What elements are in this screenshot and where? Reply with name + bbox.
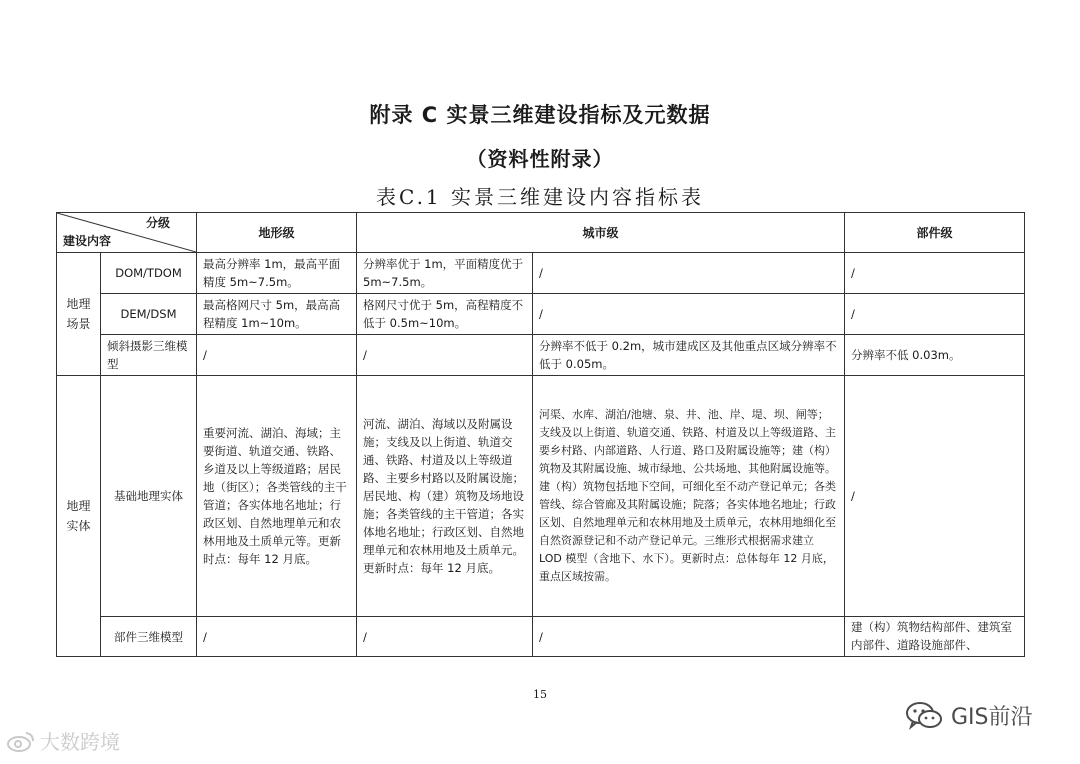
weibo-icon (6, 729, 36, 753)
cell-terrain: / (197, 617, 357, 657)
wechat-icon (905, 701, 943, 731)
cell-terrain: / (197, 335, 357, 376)
indicator-table (56, 212, 1025, 657)
table-row (57, 294, 1025, 335)
cell-terrain: 最高分辨率 1m，最高平面精度 5m~7.5m。 (197, 253, 357, 294)
cell-component: / (845, 253, 1025, 294)
cell-city: 分辨率优于 1m，平面精度优于 5m~7.5m。 (357, 253, 533, 294)
row-name-basic-entity: 基础地理实体 (101, 376, 197, 617)
cell-component: / (845, 294, 1025, 335)
category-cell-entity: 地理实体 (57, 376, 101, 657)
col-header-terrain: 地形级 (197, 213, 357, 253)
cell-city-level: / (533, 617, 845, 657)
table-row (57, 617, 1025, 657)
cell-terrain: 重要河流、湖泊、海域；主要街道、轨道交通、铁路、乡道及以上等级道路；居民地（街区）；各类管线的主干管道；各实体地名地址；行政区划、自然地理单元和农林用地及土质单元等。更新时点：每年 12 月底。 (197, 376, 357, 617)
cell-component: / (845, 376, 1025, 617)
appendix-subtitle: （资料性附录） (466, 147, 614, 171)
cell-city: 河流、湖泊、海域以及附属设施；支线及以上街道、轨道交通、铁路、村道及以上等级道路、主要乡村路以及附属设施；居民地、构（建）筑物及场地设施；各类管线的主干管道；各实体地名地址；行政区划、自然地理单元和农林用地及土质单元。更新时点：每年 12 月底。 (357, 376, 533, 617)
row-name-part-model: 部件三维模型 (101, 617, 197, 657)
corner-label-content: 建设内容 (63, 234, 112, 248)
corner-label-level: 分级 (145, 216, 170, 230)
table-row (57, 335, 1025, 376)
cell-component: 分辨率不低 0.03m。 (845, 335, 1025, 376)
page-number: 15 (533, 688, 547, 701)
cell-city-level: 分辨率不低于 0.2m，城市建成区及其他重点区域分辨率不低于 0.05m。 (533, 335, 845, 376)
corner-header-cell (57, 213, 197, 253)
table-row (57, 376, 1025, 617)
row-name-oblique: 倾斜摄影三维模型 (101, 335, 197, 376)
cell-city: / (357, 335, 533, 376)
row-name-dom: DOM/TDOM (101, 253, 197, 294)
cell-city-level: / (533, 253, 845, 294)
row-name-dem: DEM/DSM (101, 294, 197, 335)
watermark-left-text: 大数跨境 (40, 730, 120, 754)
col-header-city: 城市级 (357, 213, 845, 253)
col-header-component: 部件级 (845, 213, 1025, 253)
cell-city: / (357, 617, 533, 657)
appendix-title: 附录 C 实景三维建设指标及元数据 (369, 103, 711, 127)
cell-city: 格网尺寸优于 5m，高程精度不低于 0.5m~10m。 (357, 294, 533, 335)
cell-component: 建（构）筑物结构部件、建筑室内部件、道路设施部件、 (845, 617, 1025, 657)
table-header-row (57, 213, 1025, 253)
cell-city-level: / (533, 294, 845, 335)
table-row (57, 253, 1025, 294)
cell-terrain: 最高格网尺寸 5m，最高高程精度 1m~10m。 (197, 294, 357, 335)
watermark-right (905, 700, 1033, 731)
category-cell-scene: 地理场景 (57, 253, 101, 376)
watermark-right-text: GIS前沿 (951, 705, 1033, 730)
cell-city-level: 河渠、水库、湖泊/池塘、泉、井、池、岸、堤、坝、闸等；支线及以上街道、轨道交通、铁路、村道及以上等级道路、主要乡村路、内部道路、人行道、路口及附属设施等；建（构）筑物及其附属设施、城市绿地、公共场地、其他附属设施等。建（构）筑物包括地下空间，可细化至不动产登记单元；各类管线、综合管廊及其附属设施；院落；各实体地名地址；行政区划、自然地理单元和农林用地及土质单元，农林用地细化至自然资源登记和不动产登记单元。三维形式根据需求建立 LOD 模型（含地下、水下）。更新时点：总体每年 12 月底，重点区域按需。 (533, 376, 845, 617)
watermark-left (6, 726, 120, 755)
table-caption: 表C.1 实景三维建设内容指标表 (375, 185, 705, 209)
